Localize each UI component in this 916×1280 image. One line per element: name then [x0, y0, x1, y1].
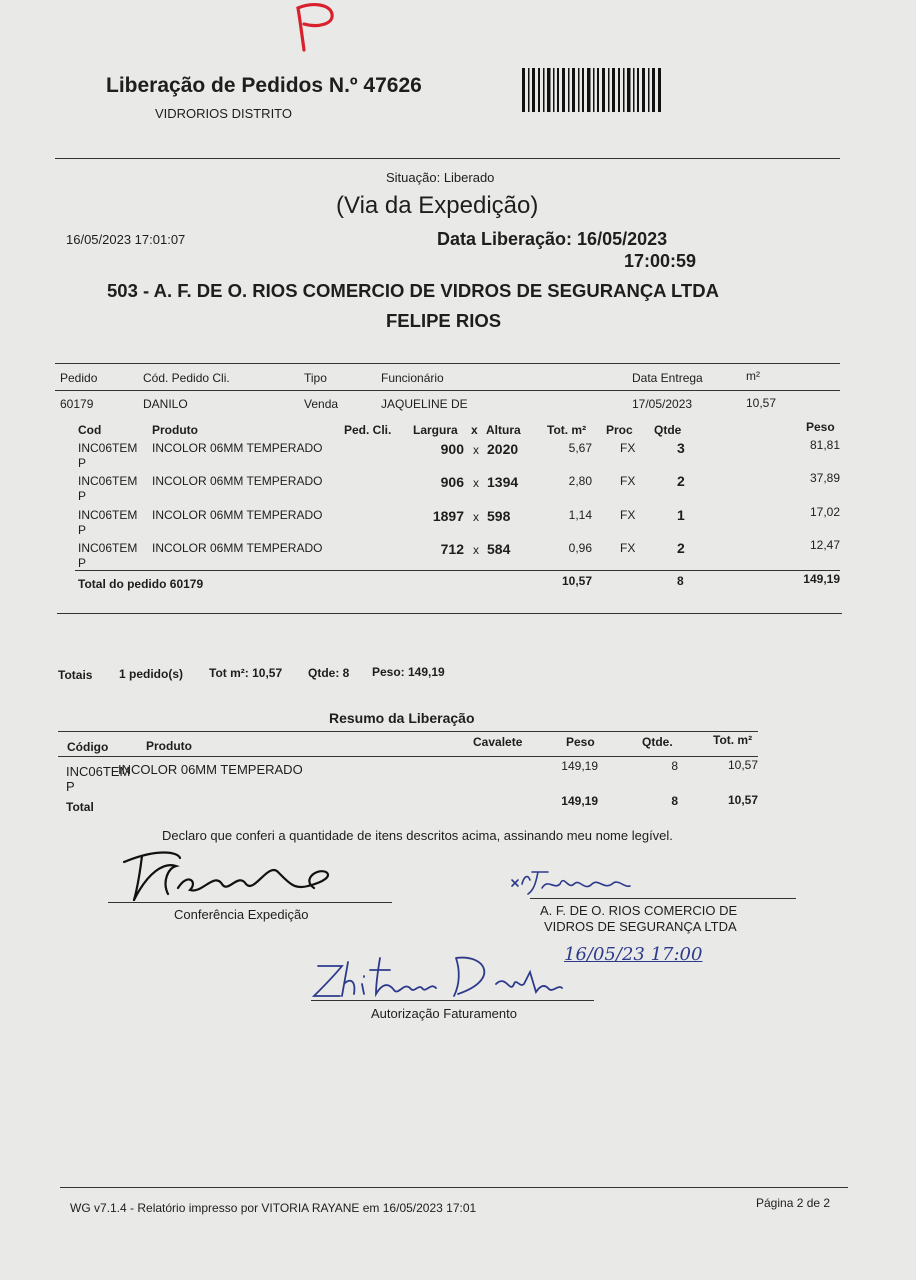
resumo-peso: 149,19	[561, 759, 598, 773]
resumo-produto: INCOLOR 06MM TEMPERADO	[118, 762, 303, 777]
item-tot-m2: 1,14	[568, 508, 592, 522]
item-altura: 584	[487, 541, 511, 557]
status-text: Situação: Liberado	[386, 170, 495, 185]
release-time: 17:00:59	[624, 251, 697, 271]
handwritten-date: 16/05/23 17:00	[564, 944, 703, 965]
col-funcionario: Funcionário	[381, 371, 444, 385]
resumo-col-produto: Produto	[146, 739, 192, 753]
barcode-image	[522, 68, 662, 112]
items-col-proc: Proc	[606, 423, 633, 437]
item-altura: 1394	[487, 474, 519, 490]
print-datetime: 16/05/2023 17:01:07	[66, 232, 186, 247]
item-produto: INCOLOR 06MM TEMPERADO	[152, 508, 323, 522]
signature-line	[530, 898, 796, 899]
pedido-value: 60179	[60, 397, 94, 411]
footer-report: WG v7.1.4 - Relatório impresso por VITORIA RAYANE em 16/05/2023 17:01	[70, 1201, 477, 1215]
item-x: x	[473, 443, 479, 457]
item-x: x	[473, 543, 479, 557]
items-col-altura: Altura	[486, 423, 521, 437]
resumo-total-label: Total	[66, 800, 94, 814]
resumo-total-peso: 149,19	[561, 794, 598, 808]
item-largura: 906	[440, 474, 464, 490]
item-cod: INC06TEM	[78, 441, 138, 455]
divider	[55, 363, 840, 364]
divider	[58, 756, 758, 757]
totals-qtde: Qtde: 8	[308, 666, 350, 680]
cod-cli-value: DANILO	[143, 397, 188, 411]
divider	[57, 613, 842, 614]
item-cod: INC06TEM	[78, 508, 138, 522]
company-line1: A. F. DE O. RIOS COMERCIO DE	[540, 903, 738, 918]
items-col-cod: Cod	[78, 423, 102, 437]
resumo-total-qtde: 8	[671, 794, 678, 808]
items-col-qtde: Qtde	[654, 423, 682, 437]
item-cod-suffix: P	[78, 489, 87, 503]
totals-label: Totais	[58, 668, 93, 682]
col-m2: m²	[746, 369, 760, 383]
item-proc: FX	[620, 474, 636, 488]
item-qtde: 1	[677, 507, 685, 523]
footer-page: Página 2 de 2	[756, 1196, 831, 1210]
release-date: Data Liberação: 16/05/2023	[437, 229, 668, 249]
divider	[75, 570, 840, 571]
item-qtde: 2	[677, 540, 685, 556]
signature-conferencia	[118, 842, 348, 908]
item-tot-m2: 0,96	[568, 541, 592, 555]
divider	[58, 731, 758, 732]
item-largura: 1897	[432, 508, 464, 524]
resumo-col-cavalete: Cavalete	[473, 735, 523, 749]
item-tot-m2: 5,67	[568, 441, 592, 455]
resumo-col-peso: Peso	[566, 735, 595, 749]
items-col-ped-cli: Ped. Cli.	[344, 423, 392, 437]
item-cod-suffix: P	[78, 523, 87, 537]
item-proc: FX	[620, 541, 636, 555]
item-cod: INC06TEM	[78, 474, 138, 488]
order-total-qtde: 8	[677, 574, 684, 588]
col-tipo: Tipo	[304, 371, 327, 385]
autorizacao-label: Autorização Faturamento	[371, 1006, 517, 1021]
item-produto: INCOLOR 06MM TEMPERADO	[152, 441, 323, 455]
resumo-title: Resumo da Liberação	[329, 710, 475, 726]
items-col-peso: Peso	[806, 420, 835, 434]
conferencia-label: Conferência Expedição	[174, 907, 309, 922]
item-cod-suffix: P	[78, 456, 87, 470]
client-name: 503 - A. F. DE O. RIOS COMERCIO DE VIDROS DE SEGURANÇA LTDA	[107, 280, 719, 301]
resumo-tot-m2: 10,57	[727, 758, 758, 772]
order-total-m2: 10,57	[561, 574, 592, 588]
signature-line	[108, 902, 392, 903]
tipo-value: Venda	[304, 397, 339, 411]
divider	[55, 390, 840, 391]
item-proc: FX	[620, 441, 636, 455]
resumo-col-qtde: Qtde.	[642, 735, 673, 749]
item-largura: 712	[440, 541, 464, 557]
resumo-codigo: INC06TEM	[66, 764, 131, 779]
company-name: VIDRORIOS DISTRITO	[155, 106, 292, 121]
contact-name: FELIPE RIOS	[386, 310, 502, 331]
items-col-produto: Produto	[152, 423, 198, 437]
handwritten-mark	[282, 0, 342, 61]
item-qtde: 2	[677, 473, 685, 489]
data-entrega-value: 17/05/2023	[632, 397, 693, 411]
order-total-label: Total do pedido 60179	[78, 577, 204, 591]
col-pedido: Pedido	[60, 371, 98, 385]
m2-value: 10,57	[746, 396, 777, 410]
resumo-col-tot-m2: Tot. m²	[713, 733, 753, 747]
totals-peso: Peso: 149,19	[372, 665, 445, 679]
item-proc: FX	[620, 508, 636, 522]
resumo-qtde: 8	[671, 759, 678, 773]
item-cod-suffix: P	[78, 556, 87, 570]
via-label: (Via da Expedição)	[336, 192, 539, 219]
signature-autorizacao	[310, 944, 570, 1002]
item-cod: INC06TEM	[78, 541, 138, 555]
item-qtde: 3	[677, 440, 685, 456]
item-altura: 598	[487, 508, 511, 524]
item-x: x	[473, 476, 479, 490]
resumo-codigo-suffix: P	[66, 779, 75, 794]
totals-m2: Tot m²: 10,57	[209, 666, 283, 680]
order-total-peso: 149,19	[803, 572, 840, 586]
item-peso: 81,81	[809, 438, 840, 452]
signature-line	[311, 1000, 594, 1001]
items-col-tot-m2: Tot. m²	[547, 423, 587, 437]
items-col-x: x	[471, 423, 478, 437]
item-largura: 900	[440, 441, 464, 457]
col-cod-cli: Cód. Pedido Cli.	[143, 371, 230, 385]
declaration-text: Declaro que conferi a quantidade de itens descritos acima, assinando meu nome legível.	[162, 828, 673, 843]
item-peso: 37,89	[809, 471, 840, 485]
resumo-col-codigo: Código	[67, 740, 109, 754]
item-peso: 12,47	[809, 538, 840, 552]
funcionario-value: JAQUELINE DE	[381, 397, 468, 411]
items-col-largura: Largura	[413, 423, 458, 437]
item-peso: 17,02	[809, 505, 840, 519]
footer-divider	[60, 1187, 848, 1188]
document-title: Liberação de Pedidos N.º 47626	[106, 74, 422, 97]
resumo-total-tot-m2: 10,57	[727, 793, 758, 807]
item-x: x	[473, 510, 479, 524]
signature-company	[508, 866, 648, 900]
divider	[55, 158, 840, 159]
col-data-entrega: Data Entrega	[632, 371, 703, 385]
item-produto: INCOLOR 06MM TEMPERADO	[152, 541, 323, 555]
item-altura: 2020	[487, 441, 519, 457]
item-tot-m2: 2,80	[568, 474, 592, 488]
totals-pedidos: 1 pedido(s)	[119, 667, 184, 681]
item-produto: INCOLOR 06MM TEMPERADO	[152, 474, 323, 488]
company-line2: VIDROS DE SEGURANÇA LTDA	[544, 919, 737, 934]
